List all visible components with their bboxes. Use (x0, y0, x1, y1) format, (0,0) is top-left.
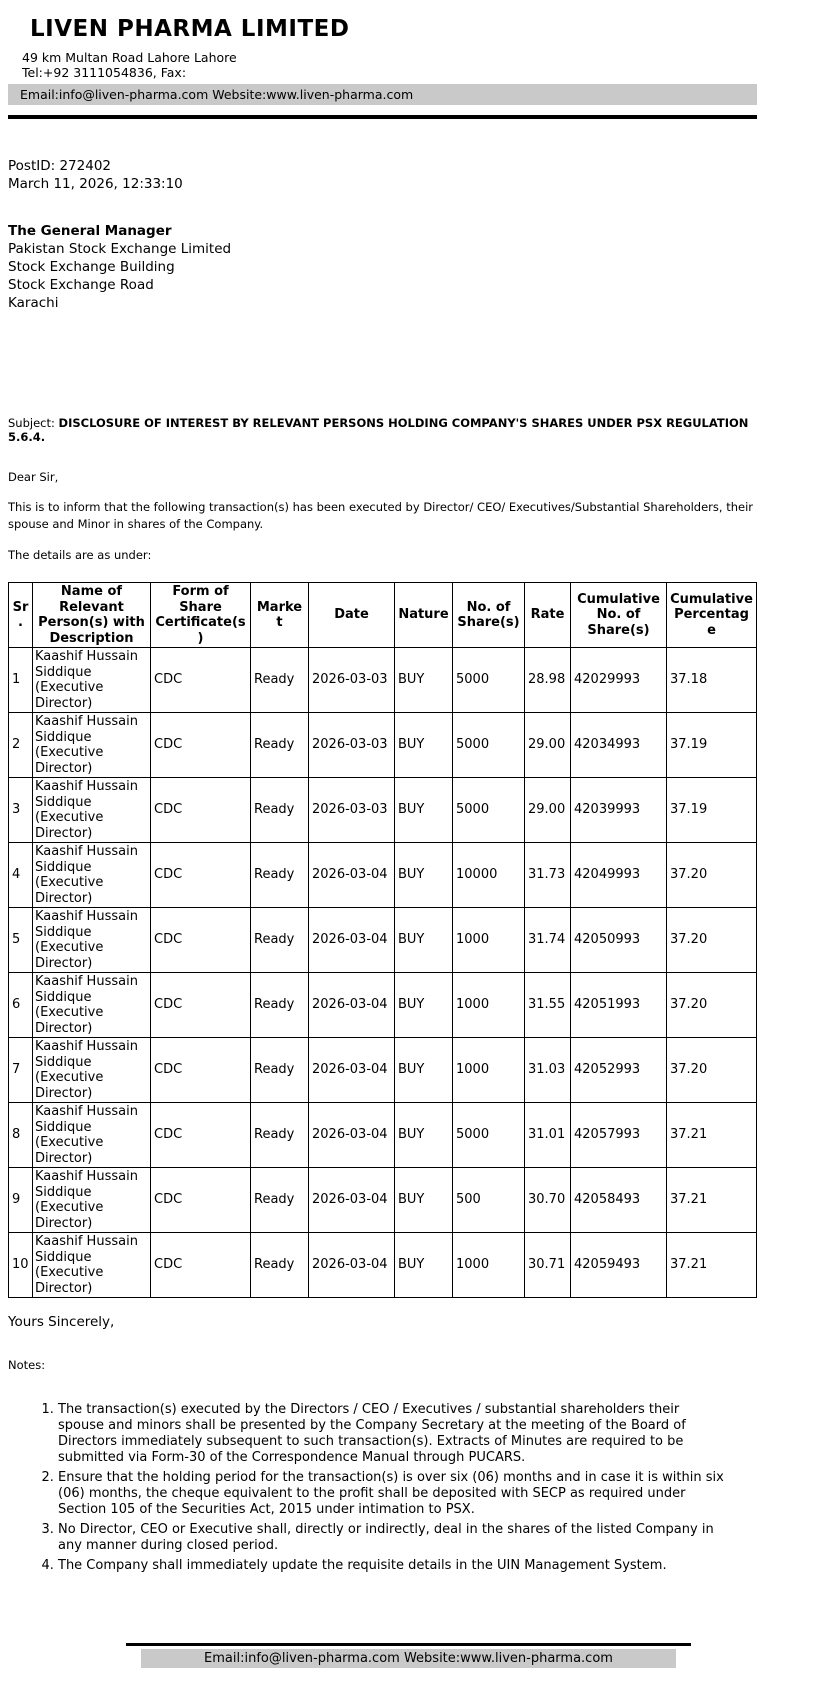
table-cell: 37.20 (667, 1038, 757, 1103)
col-header-shares: No. of Share(s) (453, 583, 525, 648)
table-cell: BUY (395, 1168, 453, 1233)
table-cell: Ready (251, 1168, 309, 1233)
table-cell: 500 (453, 1168, 525, 1233)
table-cell: 42049993 (571, 843, 667, 908)
table-cell: 42029993 (571, 648, 667, 713)
table-cell: 30.71 (525, 1233, 571, 1298)
page-footer (126, 1643, 691, 1668)
recipient-road: Stock Exchange Road (8, 277, 154, 293)
table-cell: CDC (151, 778, 251, 843)
company-name: LIVEN PHARMA LIMITED (30, 16, 350, 42)
table-cell: Ready (251, 973, 309, 1038)
table-cell: 8 (9, 1103, 33, 1168)
table-cell: 1000 (453, 1038, 525, 1103)
table-cell: Ready (251, 843, 309, 908)
table-cell: 42058493 (571, 1168, 667, 1233)
col-header-cumulative-percentage: Cumulative Percentage (667, 583, 757, 648)
note-item: 3. No Director, CEO or Executive shall, directly or indirectly, deal in the shares of the listed Company in any manner during closed period. (58, 1522, 728, 1554)
table-cell: 2026-03-04 (309, 908, 395, 973)
table-cell: CDC (151, 1168, 251, 1233)
table-cell: 37.19 (667, 778, 757, 843)
recipient-org: Pakistan Stock Exchange Limited (8, 241, 232, 257)
table-cell: CDC (151, 1233, 251, 1298)
table-cell: 42052993 (571, 1038, 667, 1103)
table-cell: Kaashif Hussain Siddique (Executive Director) (33, 1038, 151, 1103)
table-cell: 29.00 (525, 713, 571, 778)
table-cell: 42057993 (571, 1103, 667, 1168)
table-cell: Ready (251, 908, 309, 973)
table-cell: Kaashif Hussain Siddique (Executive Director) (33, 713, 151, 778)
table-cell: BUY (395, 1103, 453, 1168)
table-cell: 28.98 (525, 648, 571, 713)
table-cell: 42051993 (571, 973, 667, 1038)
table-cell: Kaashif Hussain Siddique (Executive Director) (33, 1103, 151, 1168)
recipient-city: Karachi (8, 295, 59, 311)
table-cell: 42039993 (571, 778, 667, 843)
transactions-table (8, 582, 757, 1298)
col-header-sr: Sr. (9, 583, 33, 648)
salutation: Dear Sir, (8, 470, 59, 484)
col-header-cumulative-shares: Cumulative No. of Share(s) (571, 583, 667, 648)
table-cell: Kaashif Hussain Siddique (Executive Director) (33, 908, 151, 973)
table-cell: 37.19 (667, 713, 757, 778)
table-cell: 42034993 (571, 713, 667, 778)
table-cell: 30.70 (525, 1168, 571, 1233)
table-row (9, 648, 757, 713)
table-cell: 31.74 (525, 908, 571, 973)
subject-label: Subject: (8, 416, 59, 430)
company-tel-fax: Tel:+92 3111054836, Fax: (22, 65, 187, 80)
col-header-name: Name of Relevant Person(s) with Description (33, 583, 151, 648)
post-meta (8, 157, 757, 193)
table-row (9, 713, 757, 778)
table-row (9, 1168, 757, 1233)
table-cell: Kaashif Hussain Siddique (Executive Director) (33, 778, 151, 843)
letterhead (8, 16, 757, 119)
table-cell: 29.00 (525, 778, 571, 843)
table-cell: 37.21 (667, 1168, 757, 1233)
table-row (9, 1233, 757, 1298)
note-item: 2. Ensure that the holding period for the transaction(s) is over six (06) months and in case it is within six (06) months, the cheque equivalent to the profit shall be deposited with SECP as required under Section 105 of the Securities Act, 2015 under intimation to PSX. (58, 1470, 728, 1518)
table-cell: CDC (151, 648, 251, 713)
table-cell: 5000 (453, 778, 525, 843)
table-cell: 1000 (453, 973, 525, 1038)
intro-paragraph: This is to inform that the following transaction(s) has been executed by Director/ CEO/ Executives/Substantial Shareholders, their spouse and Minor in shares of the Company. (8, 500, 754, 531)
table-cell: Kaashif Hussain Siddique (Executive Director) (33, 648, 151, 713)
table-cell: 10000 (453, 843, 525, 908)
col-header-nature: Nature (395, 583, 453, 648)
recipient-building: Stock Exchange Building (8, 259, 175, 275)
company-address: 49 km Multan Road Lahore Lahore (22, 50, 237, 65)
table-cell: 31.55 (525, 973, 571, 1038)
table-cell: 5 (9, 908, 33, 973)
subject-line (8, 416, 757, 444)
table-cell: Ready (251, 1233, 309, 1298)
table-cell: 37.20 (667, 843, 757, 908)
notes-list (8, 1402, 728, 1574)
table-cell: Kaashif Hussain Siddique (Executive Director) (33, 1168, 151, 1233)
table-row (9, 778, 757, 843)
footer-divider (126, 1643, 691, 1646)
table-cell: 2026-03-04 (309, 1233, 395, 1298)
table-cell: 42059493 (571, 1233, 667, 1298)
table-cell: CDC (151, 1038, 251, 1103)
table-cell: 5000 (453, 1103, 525, 1168)
table-cell: 3 (9, 778, 33, 843)
table-cell: Ready (251, 1103, 309, 1168)
table-cell: 2026-03-03 (309, 713, 395, 778)
table-cell: 31.01 (525, 1103, 571, 1168)
table-cell: 9 (9, 1168, 33, 1233)
table-cell: 4 (9, 843, 33, 908)
table-cell: 2026-03-03 (309, 778, 395, 843)
table-cell: Ready (251, 713, 309, 778)
table-cell: Ready (251, 1038, 309, 1103)
table-cell: Ready (251, 778, 309, 843)
table-cell: 2026-03-04 (309, 1168, 395, 1233)
table-row (9, 1038, 757, 1103)
table-cell: Kaashif Hussain Siddique (Executive Director) (33, 973, 151, 1038)
table-header-row (9, 583, 757, 648)
company-email-website: Email:info@liven-pharma.com Website:www.liven-pharma.com (8, 84, 757, 105)
footer-email-website: Email:info@liven-pharma.com Website:www.liven-pharma.com (141, 1649, 676, 1668)
subject-text: DISCLOSURE OF INTEREST BY RELEVANT PERSONS HOLDING COMPANY'S SHARES UNDER PSX REGULATION 5.6.4. (8, 416, 749, 444)
table-cell: BUY (395, 908, 453, 973)
table-cell: 31.73 (525, 843, 571, 908)
table-cell: CDC (151, 1103, 251, 1168)
table-cell: Ready (251, 648, 309, 713)
table-cell: Kaashif Hussain Siddique (Executive Director) (33, 1233, 151, 1298)
table-row (9, 908, 757, 973)
col-header-market: Market (251, 583, 309, 648)
header-divider (8, 115, 757, 119)
post-datetime: March 11, 2026, 12:33:10 (8, 176, 183, 192)
table-cell: CDC (151, 908, 251, 973)
table-cell: BUY (395, 1233, 453, 1298)
col-header-form: Form of Share Certificate(s) (151, 583, 251, 648)
table-cell: CDC (151, 843, 251, 908)
closing-line: Yours Sincerely, (8, 1314, 115, 1330)
table-cell: 10 (9, 1233, 33, 1298)
recipient-title: The General Manager (8, 223, 172, 239)
table-cell: CDC (151, 973, 251, 1038)
table-cell: 2026-03-04 (309, 1103, 395, 1168)
table-cell: 42050993 (571, 908, 667, 973)
table-cell: 7 (9, 1038, 33, 1103)
table-cell: 37.21 (667, 1103, 757, 1168)
details-intro: The details are as under: (8, 548, 152, 562)
table-cell: 37.20 (667, 908, 757, 973)
table-cell: 2 (9, 713, 33, 778)
table-row (9, 1103, 757, 1168)
table-cell: BUY (395, 973, 453, 1038)
table-cell: 6 (9, 973, 33, 1038)
table-cell: Kaashif Hussain Siddique (Executive Director) (33, 843, 151, 908)
table-cell: BUY (395, 713, 453, 778)
table-cell: 31.03 (525, 1038, 571, 1103)
table-cell: BUY (395, 648, 453, 713)
col-header-rate: Rate (525, 583, 571, 648)
table-cell: BUY (395, 1038, 453, 1103)
table-cell: 37.20 (667, 973, 757, 1038)
table-cell: 1 (9, 648, 33, 713)
table-cell: 37.18 (667, 648, 757, 713)
col-header-date: Date (309, 583, 395, 648)
table-row (9, 973, 757, 1038)
table-cell: 2026-03-04 (309, 973, 395, 1038)
note-item: 1. The transaction(s) executed by the Directors / CEO / Executives / substantial shareholders their spouse and minors shall be presented by the Company Secretary at the meeting of the Board of Directors immediately subsequent to such transaction(s). Extracts of Minutes are required to be submitted via Form-30 of the Correspondence Manual through PUCARS. (58, 1402, 728, 1466)
table-cell: 37.21 (667, 1233, 757, 1298)
table-cell: 5000 (453, 648, 525, 713)
table-cell: 1000 (453, 1233, 525, 1298)
table-cell: BUY (395, 843, 453, 908)
table-cell: 1000 (453, 908, 525, 973)
note-item: 4. The Company shall immediately update the requisite details in the UIN Management System. (58, 1558, 728, 1574)
table-cell: 2026-03-03 (309, 648, 395, 713)
table-row (9, 843, 757, 908)
table-cell: 2026-03-04 (309, 1038, 395, 1103)
table-cell: BUY (395, 778, 453, 843)
table-cell: CDC (151, 713, 251, 778)
notes-label: Notes: (8, 1358, 46, 1372)
table-cell: 2026-03-04 (309, 843, 395, 908)
recipient-address-block (8, 222, 757, 312)
table-cell: 5000 (453, 713, 525, 778)
post-id: PostID: 272402 (8, 158, 111, 174)
